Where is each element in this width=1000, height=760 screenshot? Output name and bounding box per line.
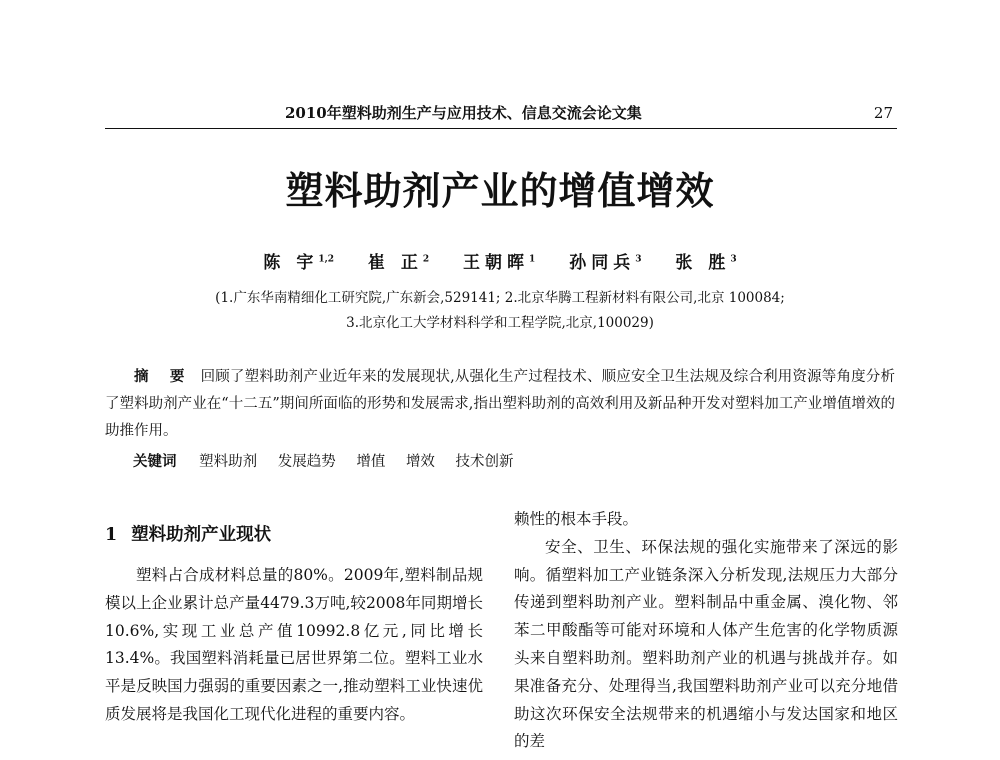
conference-title: 2010年塑料助剂生产与应用技术、信息交流会论文集: [285, 104, 642, 122]
section-heading: [105, 522, 483, 548]
author: 王朝晖$^1$: [463, 252, 536, 273]
continued-paragraph: 赖性的根本手段。: [514, 510, 639, 528]
keyword: 发展趋势: [277, 454, 336, 470]
keyword: 增效: [405, 454, 435, 470]
section-number: 1: [105, 525, 118, 545]
abstract-text: 回顾了塑料助剂产业近年来的发展现状,从强化生产过程技术、顺应安全卫生法规及综合利用资源等角度分析了塑料助剂产业在“十二五”期间所面临的形势和发展需求,指出塑料助剂的高效利用及新品种开发对塑料加工产业增值增效的助推作用。: [105, 369, 895, 439]
paper-title: 塑料助剂产业的增值增效: [285, 168, 715, 213]
running-header: [105, 101, 895, 125]
keyword: 技术创新: [455, 454, 514, 470]
author: 崔 正$^2$: [367, 252, 430, 273]
abstract: [105, 363, 895, 445]
keyword: 增值: [356, 454, 386, 470]
left-column: [105, 522, 483, 729]
affiliation-line: (1.广东华南精细化工研究院,广东新会,529141; 2.北京华腾工程新材料有限公司,北京 100084;: [215, 290, 785, 306]
author: 张 胜$^3$: [675, 252, 737, 273]
keywords: [133, 450, 893, 474]
keyword: 塑料助剂: [199, 454, 258, 470]
author: 陈 宇$^{1,2}$: [263, 252, 334, 273]
body-paragraph: 安全、卫生、环保法规的强化实施带来了深远的影响。循塑料加工产业链条深入分析发现,法规压力大部分传递到塑料助剂产业。塑料制品中重金属、溴化物、邻苯二甲酸酯等可能对环境和人体产生危害的化学物质源头来自塑料助剂。塑料助剂产业的机遇与挑战并存。如果准备充分、处理得当,我国塑料助剂产业可以充分地借助这次环保安全法规带来的机遇缩小与发达国家和地区的差: [514, 537, 898, 751]
page-number: 27: [873, 104, 893, 122]
body-paragraph: 塑料占合成材料总量的80%。2009年,塑料制品规模以上企业累计总产量4479.3万吨,较2008年同期增长10.6%,实现工业总产值10992.8亿元,同比增长13.4%。我国塑料消耗量已居世界第二位。塑料工业水平是反映国力强弱的重要因素之一,推动塑料工业快速优质发展将是我国化工现代化进程的重要内容。: [105, 566, 483, 723]
affiliation-line: 3.北京化工大学材料科学和工程学院,北京,100029): [346, 315, 654, 331]
abstract-label: 摘 要: [134, 368, 193, 385]
author: 孙同兵$^3$: [569, 252, 642, 273]
section-title: 塑料助剂产业现状: [131, 525, 272, 545]
author-list: [0, 247, 1000, 275]
keywords-label: 关键词: [133, 453, 177, 470]
header-rule: [105, 128, 897, 129]
right-column: [514, 506, 898, 756]
